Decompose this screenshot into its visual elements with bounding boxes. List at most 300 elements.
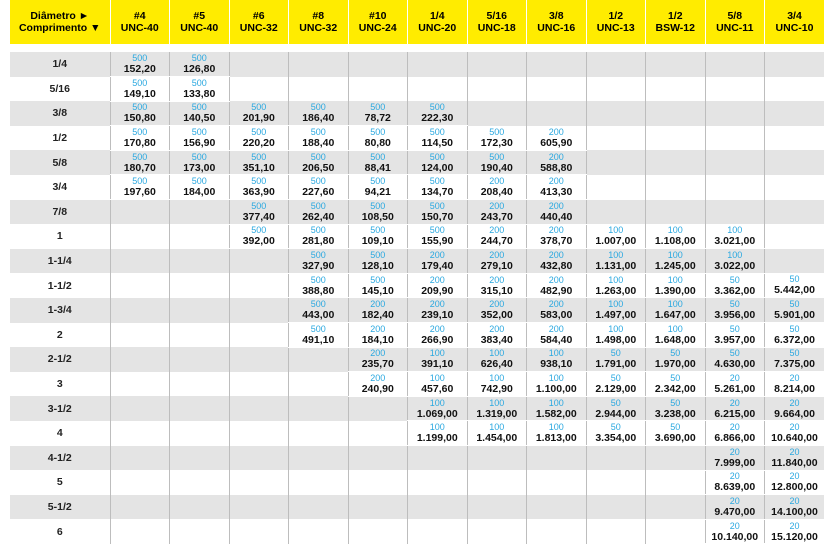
table-row — [10, 52, 824, 77]
price-cell — [289, 323, 349, 348]
package-quantity: 20 — [729, 520, 740, 531]
price-cell — [289, 273, 349, 298]
empty-cell — [527, 519, 587, 544]
empty-cell — [646, 77, 706, 102]
unit-price: 3.021,00 — [714, 235, 756, 248]
price-cell — [765, 446, 825, 471]
empty-cell — [229, 519, 289, 544]
price-cell — [586, 273, 646, 298]
column-thread: UNC-32 — [239, 22, 278, 34]
price-cell — [527, 372, 587, 397]
empty-cell — [646, 52, 706, 77]
empty-cell — [170, 519, 230, 544]
package-quantity: 500 — [310, 151, 326, 162]
empty-cell — [110, 224, 170, 249]
package-quantity: 200 — [548, 323, 564, 334]
price-cell — [527, 347, 587, 372]
package-quantity: 100 — [548, 397, 564, 408]
unit-price: 3.956,00 — [714, 309, 756, 322]
empty-cell — [646, 519, 706, 544]
package-quantity: 500 — [489, 151, 505, 162]
empty-cell — [170, 273, 230, 298]
empty-cell — [348, 519, 408, 544]
unit-price: 4.630,00 — [714, 358, 756, 371]
price-cell — [765, 298, 825, 323]
empty-cell — [289, 396, 349, 421]
corner-header — [10, 0, 110, 44]
price-cell — [229, 175, 289, 200]
package-quantity: 100 — [667, 250, 683, 261]
column-thread: UNC-32 — [299, 22, 338, 34]
package-quantity: 100 — [608, 225, 624, 236]
package-quantity: 500 — [132, 102, 148, 113]
empty-cell — [289, 347, 349, 372]
unit-price: 377,40 — [242, 210, 275, 223]
empty-cell — [110, 298, 170, 323]
unit-price: 3.354,00 — [595, 432, 637, 445]
empty-cell — [646, 126, 706, 151]
price-cell — [586, 396, 646, 421]
package-quantity: 500 — [191, 102, 207, 113]
price-cell — [289, 150, 349, 175]
price-cell — [467, 175, 527, 200]
price-cell — [408, 273, 468, 298]
package-quantity: 50 — [670, 348, 681, 359]
unit-price: 1.069,00 — [416, 407, 458, 420]
unit-price: 392,00 — [242, 235, 275, 248]
column-header — [586, 0, 646, 44]
package-quantity: 50 — [789, 348, 800, 359]
empty-cell — [527, 446, 587, 471]
price-cell — [527, 273, 587, 298]
unit-price: 491,10 — [302, 333, 335, 346]
package-quantity: 200 — [548, 126, 564, 137]
package-quantity: 20 — [789, 373, 800, 384]
package-quantity: 50 — [670, 397, 681, 408]
empty-cell — [229, 52, 289, 77]
package-quantity: 200 — [489, 200, 505, 211]
package-quantity: 50 — [729, 299, 740, 310]
price-cell — [527, 323, 587, 348]
unit-price: 1.100,00 — [535, 383, 577, 396]
price-cell — [467, 273, 527, 298]
unit-price: 126,80 — [183, 63, 216, 76]
unit-price: 220,20 — [242, 137, 275, 150]
empty-cell — [586, 150, 646, 175]
row-length-label: 3/4 — [10, 175, 110, 200]
package-quantity: 500 — [132, 127, 148, 138]
column-thread: UNC-40 — [120, 22, 159, 34]
package-quantity: 20 — [789, 397, 800, 408]
unit-price: 80,80 — [364, 137, 391, 150]
row-length-label: 3/8 — [10, 101, 110, 126]
unit-price: 244,70 — [480, 235, 513, 248]
package-quantity: 500 — [370, 176, 386, 187]
unit-price: 262,40 — [302, 210, 335, 223]
table-row — [10, 126, 824, 151]
empty-cell — [110, 396, 170, 421]
price-cell — [408, 372, 468, 397]
empty-cell — [467, 446, 527, 471]
price-cell — [408, 101, 468, 126]
table-row — [10, 396, 824, 421]
package-quantity: 100 — [727, 225, 743, 236]
unit-price: 1.245,00 — [654, 260, 696, 273]
table-row — [10, 421, 824, 446]
empty-cell — [765, 150, 825, 175]
package-quantity: 100 — [489, 348, 505, 359]
unit-price: 184,00 — [183, 186, 216, 199]
price-cell — [527, 175, 587, 200]
price-cell — [289, 249, 349, 274]
unit-price: 605,90 — [540, 136, 573, 149]
unit-price: 7.375,00 — [774, 358, 815, 371]
empty-cell — [765, 249, 825, 274]
package-quantity: 200 — [370, 299, 386, 310]
empty-cell — [705, 200, 765, 225]
table-row — [10, 150, 824, 175]
package-quantity: 500 — [429, 151, 445, 162]
empty-cell — [586, 446, 646, 471]
unit-price: 8.639,00 — [714, 481, 756, 494]
price-cell — [646, 273, 706, 298]
package-quantity: 50 — [610, 422, 621, 433]
price-cell — [705, 470, 765, 495]
empty-cell — [408, 519, 468, 544]
unit-price: 182,40 — [361, 309, 394, 322]
empty-cell — [348, 495, 408, 520]
unit-price: 5.442,00 — [774, 284, 815, 297]
unit-price: 152,20 — [123, 63, 156, 76]
empty-cell — [646, 200, 706, 225]
unit-price: 145,10 — [361, 284, 394, 297]
empty-cell — [229, 273, 289, 298]
package-quantity: 500 — [310, 225, 326, 236]
unit-price: 140,50 — [183, 112, 216, 125]
package-quantity: 100 — [608, 323, 624, 334]
unit-price: 6.215,00 — [714, 407, 756, 420]
table-row — [10, 519, 824, 544]
package-quantity: 100 — [727, 250, 743, 261]
package-quantity: 100 — [429, 373, 445, 384]
column-thread: BSW-12 — [655, 22, 695, 34]
price-cell — [110, 52, 170, 77]
empty-cell — [705, 150, 765, 175]
empty-cell — [765, 224, 825, 249]
unit-price: 1.263,00 — [595, 284, 637, 297]
empty-cell — [408, 470, 468, 495]
unit-price: 363,90 — [242, 186, 275, 199]
empty-cell — [646, 470, 706, 495]
price-cell — [110, 77, 170, 102]
empty-cell — [467, 495, 527, 520]
empty-cell — [586, 126, 646, 151]
price-cell — [408, 126, 468, 151]
price-cell — [705, 396, 765, 421]
price-cell — [705, 372, 765, 397]
unit-price: 133,80 — [183, 87, 216, 100]
empty-cell — [229, 77, 289, 102]
price-cell — [110, 150, 170, 175]
column-header — [110, 0, 170, 44]
unit-price: 3.957,00 — [714, 333, 756, 346]
unit-price: 432,80 — [540, 260, 573, 273]
empty-cell — [527, 52, 587, 77]
package-quantity: 500 — [132, 77, 148, 88]
empty-cell — [289, 495, 349, 520]
package-quantity: 200 — [548, 250, 564, 261]
table-row — [10, 372, 824, 397]
price-cell — [527, 298, 587, 323]
package-quantity: 20 — [729, 446, 740, 457]
package-quantity: 20 — [789, 520, 800, 531]
price-cell — [467, 249, 527, 274]
package-quantity: 500 — [251, 200, 267, 211]
empty-cell — [170, 396, 230, 421]
price-cell — [705, 495, 765, 520]
price-cell — [289, 298, 349, 323]
package-quantity: 500 — [310, 274, 326, 285]
unit-price: 190,40 — [480, 161, 513, 174]
price-cell — [586, 298, 646, 323]
package-quantity: 20 — [789, 446, 800, 457]
price-cell — [467, 372, 527, 397]
unit-price: 457,60 — [421, 383, 454, 396]
package-quantity: 500 — [191, 77, 207, 88]
empty-cell — [765, 126, 825, 151]
unit-price: 6.866,00 — [714, 432, 756, 445]
price-cell — [229, 200, 289, 225]
package-quantity: 200 — [489, 274, 505, 285]
package-quantity: 50 — [789, 323, 800, 334]
unit-price: 128,10 — [361, 260, 394, 273]
price-cell — [527, 224, 587, 249]
row-length-label: 1-3/4 — [10, 298, 110, 323]
price-cell — [705, 273, 765, 298]
row-length-label: 7/8 — [10, 200, 110, 225]
package-quantity: 200 — [370, 348, 386, 359]
price-cell — [408, 421, 468, 446]
unit-price: 281,80 — [302, 235, 335, 248]
package-quantity: 200 — [370, 373, 386, 384]
column-thread: UNC-18 — [477, 22, 516, 34]
price-cell — [765, 470, 825, 495]
empty-cell — [170, 224, 230, 249]
column-header — [229, 0, 289, 44]
price-cell — [527, 249, 587, 274]
price-cell — [170, 126, 230, 151]
package-quantity: 100 — [667, 299, 683, 310]
empty-cell — [765, 200, 825, 225]
unit-price: 156,90 — [183, 137, 216, 150]
row-length-label: 6 — [10, 519, 110, 544]
unit-price: 170,80 — [123, 137, 156, 150]
column-thread: UNC-16 — [537, 22, 576, 34]
empty-cell — [586, 495, 646, 520]
empty-cell — [110, 347, 170, 372]
package-quantity: 20 — [789, 471, 800, 482]
unit-price: 94,21 — [364, 186, 391, 199]
price-cell — [705, 224, 765, 249]
column-thread: UNC-40 — [180, 22, 219, 34]
row-length-label: 1-1/4 — [10, 249, 110, 274]
package-quantity: 100 — [489, 373, 505, 384]
price-cell — [527, 126, 587, 151]
package-quantity: 100 — [429, 422, 445, 433]
package-quantity: 100 — [489, 397, 505, 408]
package-quantity: 500 — [370, 200, 386, 211]
unit-price: 186,40 — [302, 112, 335, 125]
unit-price: 134,70 — [421, 186, 454, 199]
unit-price: 3.238,00 — [654, 407, 696, 420]
package-quantity: 500 — [191, 176, 207, 187]
package-quantity: 200 — [429, 274, 445, 285]
empty-cell — [408, 52, 468, 77]
package-quantity: 500 — [191, 53, 207, 64]
package-quantity: 200 — [548, 225, 564, 236]
package-quantity: 200 — [489, 323, 505, 334]
column-size: #6 — [252, 10, 265, 22]
price-cell — [527, 396, 587, 421]
price-cell — [289, 101, 349, 126]
price-cell — [467, 421, 527, 446]
package-quantity: 500 — [429, 200, 445, 211]
price-cell — [408, 200, 468, 225]
price-cell — [586, 249, 646, 274]
package-quantity: 100 — [429, 397, 445, 408]
price-cell — [348, 298, 408, 323]
package-quantity: 100 — [548, 348, 564, 359]
package-quantity: 200 — [489, 225, 505, 236]
empty-cell — [110, 273, 170, 298]
price-cell — [348, 200, 408, 225]
package-quantity: 500 — [310, 176, 326, 187]
unit-price: 10.640,00 — [771, 432, 818, 445]
row-length-label: 2-1/2 — [10, 347, 110, 372]
empty-cell — [467, 470, 527, 495]
package-quantity: 500 — [370, 102, 386, 113]
unit-price: 206,50 — [302, 161, 335, 174]
price-cell — [348, 372, 408, 397]
price-cell — [348, 249, 408, 274]
package-quantity: 50 — [610, 397, 621, 408]
price-cell — [467, 150, 527, 175]
price-cell — [586, 323, 646, 348]
empty-cell — [229, 495, 289, 520]
package-quantity: 500 — [429, 176, 445, 187]
empty-cell — [170, 421, 230, 446]
unit-price: 208,40 — [480, 186, 513, 199]
price-table-container — [10, 0, 824, 558]
empty-cell — [348, 470, 408, 495]
price-cell — [408, 396, 468, 421]
empty-cell — [765, 101, 825, 126]
column-thread: UNC-13 — [596, 22, 635, 34]
column-header — [408, 0, 468, 44]
unit-price: 1.108,00 — [654, 235, 696, 248]
unit-price: 383,40 — [480, 333, 513, 346]
price-cell — [408, 347, 468, 372]
package-quantity: 20 — [729, 495, 740, 506]
unit-price: 10.140,00 — [711, 530, 759, 543]
empty-cell — [765, 175, 825, 200]
unit-price: 155,90 — [421, 235, 454, 248]
price-cell — [765, 372, 825, 397]
package-quantity: 500 — [489, 126, 505, 137]
package-quantity: 20 — [729, 397, 740, 408]
price-cell — [527, 200, 587, 225]
row-length-label: 5-1/2 — [10, 495, 110, 520]
package-quantity: 500 — [370, 225, 386, 236]
unit-price: 239,10 — [421, 309, 454, 322]
package-quantity: 200 — [548, 176, 564, 187]
row-length-label: 4-1/2 — [10, 446, 110, 471]
package-quantity: 200 — [429, 250, 445, 261]
empty-cell — [110, 519, 170, 544]
price-cell — [467, 347, 527, 372]
package-quantity: 500 — [429, 127, 445, 138]
table-row — [10, 470, 824, 495]
column-size: #10 — [368, 10, 387, 22]
row-length-label: 5/8 — [10, 150, 110, 175]
empty-cell — [586, 519, 646, 544]
unit-price: 240,90 — [361, 383, 394, 396]
price-cell — [348, 101, 408, 126]
table-row — [10, 347, 824, 372]
unit-price: 626,40 — [480, 358, 513, 371]
unit-price: 1.131,00 — [595, 260, 637, 273]
price-cell — [646, 372, 706, 397]
unit-price: 2.129,00 — [595, 383, 637, 396]
length-label: Comprimento ▼ — [18, 22, 101, 34]
empty-cell — [348, 77, 408, 102]
empty-cell — [289, 446, 349, 471]
package-quantity: 50 — [610, 373, 621, 384]
package-quantity: 100 — [548, 373, 564, 384]
empty-cell — [229, 470, 289, 495]
package-quantity: 200 — [429, 299, 445, 310]
empty-cell — [646, 101, 706, 126]
empty-cell — [467, 52, 527, 77]
unit-price: 6.372,00 — [774, 333, 815, 346]
column-header — [170, 0, 230, 44]
unit-price: 938,10 — [540, 358, 573, 371]
unit-price: 327,90 — [302, 260, 335, 273]
table-row — [10, 200, 824, 225]
price-cell — [646, 323, 706, 348]
unit-price: 1.813,00 — [535, 432, 577, 445]
package-quantity: 200 — [548, 299, 564, 310]
unit-price: 8.214,00 — [774, 383, 815, 396]
empty-cell — [170, 323, 230, 348]
empty-cell — [527, 77, 587, 102]
price-cell — [289, 224, 349, 249]
empty-cell — [229, 446, 289, 471]
unit-price: 114,50 — [421, 137, 454, 150]
unit-price: 180,70 — [123, 161, 156, 174]
unit-price: 1.791,00 — [595, 358, 637, 371]
unit-price: 149,10 — [123, 87, 156, 100]
unit-price: 88,41 — [364, 161, 391, 174]
empty-cell — [586, 101, 646, 126]
empty-cell — [289, 470, 349, 495]
unit-price: 222,30 — [421, 112, 454, 125]
package-quantity: 200 — [489, 250, 505, 261]
empty-cell — [646, 150, 706, 175]
package-quantity: 500 — [132, 176, 148, 187]
empty-cell — [170, 298, 230, 323]
empty-cell — [408, 77, 468, 102]
